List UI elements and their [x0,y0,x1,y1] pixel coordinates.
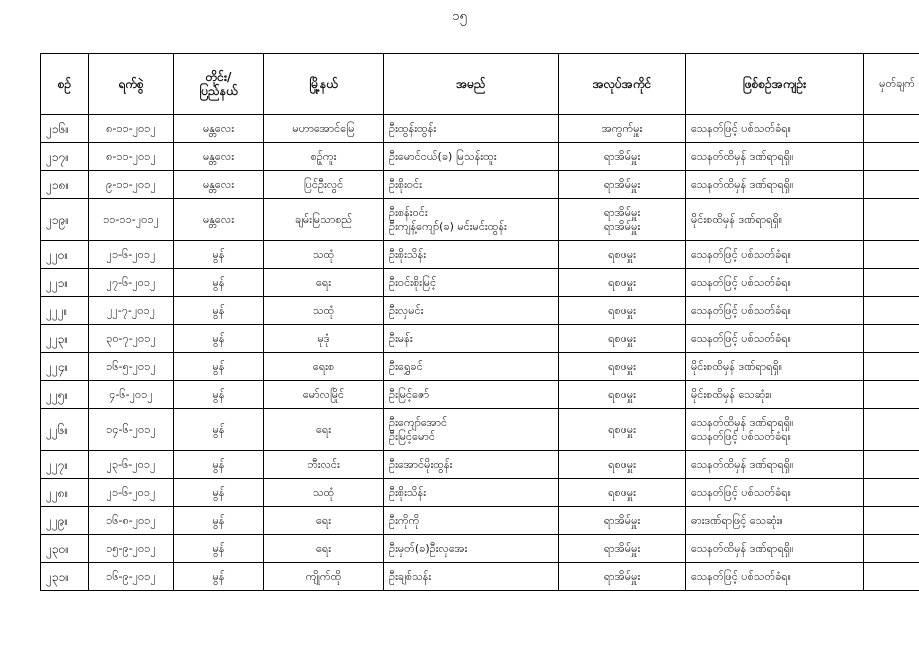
row-occupation-cell [559,171,686,199]
row-outcome-cell [686,199,864,241]
row-township: သထုံ [264,297,384,325]
row-outcome-cell [686,563,864,591]
row-date: ၂၁-၆-၂၀၁၂ [89,241,174,269]
table-row [41,143,919,171]
row-number: ၂၃၀။ [41,535,89,563]
row-remarks [864,535,919,563]
row-township: ရေးစ [264,353,384,381]
row-outcome-cell [686,451,864,479]
row-date: ၁၆-၉-၂၀၁၂ [89,563,174,591]
header-region-line-2: ပြည်နယ် [199,84,238,98]
header-row [41,54,919,115]
table-row [41,115,919,143]
table-row [41,563,919,591]
table-row [41,171,919,199]
row-occupation-cell [559,409,686,451]
row-outcome: သေနတ်ထိမှန် ဒဏ်ရာရရှိ။ [691,415,794,429]
row-outcome: မိုင်းစထိမှန် ဒဏ်ရာရရှိ။ [691,212,783,226]
row-outcome: သေနတ်ဖြင့် ပစ်သတ်ခံရ။ [691,429,791,443]
row-number: ၂၂၉။ [41,507,89,535]
table-row [41,297,919,325]
row-remarks [864,143,919,171]
row-outcome: သေနတ်ဖြင့် ပစ်သတ်ခံရ။ [691,121,791,135]
row-occupation: ရစဖမှူး [608,387,636,401]
row-township: ရေး [264,535,384,563]
row-occupation: ရစဖမှူး [608,303,636,317]
row-occupation-cell [559,507,686,535]
row-occupation-cell [559,353,686,381]
row-township: သထုံ [264,479,384,507]
row-number: ၂၂၂။ [41,297,89,325]
row-occupation-cell [559,479,686,507]
row-remarks [864,479,919,507]
row-occupation: ရာအိမ်မှူး [603,177,641,191]
row-township: ရေး [264,409,384,451]
row-outcome-cell [686,171,864,199]
header-date: ရက်စွဲ [89,54,174,115]
row-outcome-cell [686,381,864,409]
row-outcome-cell [686,535,864,563]
row-outcome-cell [686,409,864,451]
row-region: မွန် [174,451,264,479]
row-outcome: သေနတ်ထိမှန် ဒဏ်ရာရရှိ။ [691,457,794,471]
row-name-cell [384,115,559,143]
row-region: မွန် [174,353,264,381]
row-name-cell [384,171,559,199]
row-remarks [864,171,919,199]
header-township: မြို့နယ် [264,54,384,115]
row-occupation: ရစဖမှူး [608,275,636,289]
header-no: စဉ် [41,54,89,115]
row-number: ၂၂၄။ [41,353,89,381]
row-region: မန္တလေး [174,143,264,171]
table-row [41,409,919,451]
row-name-cell [384,241,559,269]
row-outcome: သေနတ်ဖြင့် ပစ်သတ်ခံရ။ [691,303,791,317]
row-date: ၉-၁၁-၂၀၁၂ [89,171,174,199]
row-outcome-cell [686,269,864,297]
row-outcome-cell [686,507,864,535]
row-date: ၈-၁၁-၂၀၁၂ [89,115,174,143]
row-remarks [864,409,919,451]
row-region: မွန် [174,297,264,325]
row-number: ၂၂၀။ [41,241,89,269]
row-date: ၄-၆-၂၀၁၂ [89,381,174,409]
row-number: ၂၁၈။ [41,171,89,199]
row-name: ဦးမြင့်မောင် [389,429,436,443]
row-occupation-cell [559,269,686,297]
row-occupation-cell [559,535,686,563]
row-occupation: ရာအိမ်မှူး [603,149,641,163]
row-outcome: သေနတ်ဖြင့် ပစ်သတ်ခံရ။ [691,331,791,345]
row-occupation-cell [559,451,686,479]
row-outcome-cell [686,241,864,269]
row-occupation: ရစဖမှူး [608,359,636,373]
row-name-cell [384,199,559,241]
row-name-cell [384,479,559,507]
row-number: ၂၂၇။ [41,451,89,479]
row-township: မုဒုံ [264,325,384,353]
table-row [41,325,919,353]
row-occupation: ရာအိမ်မှူး [603,513,641,527]
row-remarks [864,451,919,479]
row-date: ၂၂-၇-၂၀၁၂ [89,297,174,325]
row-name-cell [384,269,559,297]
table-row [41,381,919,409]
row-name: ဦးကျန့်ကျော်(ခ) မင်းမင်းထွန်း [389,219,507,233]
row-occupation: ရာအိမ်မှူး [603,569,641,583]
row-name-cell [384,325,559,353]
row-occupation: ရာအိမ်မှူး [603,205,641,219]
row-occupation-cell [559,297,686,325]
table-row [41,269,919,297]
row-name: ဦးစိုးဝင်း [389,177,422,191]
row-name-cell [384,353,559,381]
table-row [41,479,919,507]
row-occupation-cell [559,199,686,241]
row-occupation: ရစဖမှူး [608,247,636,261]
row-remarks [864,353,919,381]
row-name: ဦးစိုးသိန်း [389,485,426,499]
table-body [41,115,919,591]
row-occupation-cell [559,143,686,171]
table-row [41,353,919,381]
row-outcome: သေနတ်ဖြင့် ပစ်သတ်ခံရ။ [691,247,791,261]
row-date: ၁၁-၁၁-၂၀၁၂ [89,199,174,241]
row-remarks [864,297,919,325]
row-region: မွန် [174,381,264,409]
row-occupation: ရာအိမ်မှူး [603,541,641,555]
row-occupation: ရစဖမှူး [608,331,636,345]
row-name: ဦးမန်း [389,331,413,345]
table-row [41,507,919,535]
row-region: မွန် [174,479,264,507]
header-outcome: ဖြစ်စဉ်အကျဉ်း [686,54,864,115]
row-occupation: အကွက်မှူး [601,121,643,135]
row-name-cell [384,409,559,451]
row-name: ဦးမောင်ငယ်(ခ) မြသန်းထူး [389,149,497,163]
row-remarks [864,115,919,143]
row-region: မွန် [174,507,264,535]
row-number: ၂၂၁။ [41,269,89,297]
row-name-cell [384,535,559,563]
row-occupation: ရစဖမှူး [608,485,636,499]
row-outcome: သေနတ်ဖြင့် ပစ်သတ်ခံရ။ [691,569,791,583]
row-name: ဦးရွှေခင် [389,359,423,373]
table-row [41,241,919,269]
row-occupation-cell [559,381,686,409]
row-number: ၂၁၉။ [41,199,89,241]
row-township: သထုံ [264,241,384,269]
row-region: မွန် [174,269,264,297]
row-township: စဉ့်ကူး [264,143,384,171]
row-remarks [864,507,919,535]
row-date: ၈-၁၁-၂၀၁၂ [89,143,174,171]
row-name: ဦးလှမင်း [389,303,424,317]
row-number: ၂၂၈။ [41,479,89,507]
row-occupation: ရစဖမှူး [608,422,636,436]
row-name: ဦးစန်းဝင်း [389,205,428,219]
row-outcome: သေနတ်ထိမှန် ဒဏ်ရာရရှိ။ [691,177,794,191]
row-region: မွန် [174,241,264,269]
row-date: ၁၄-၆-၂၀၁၂ [89,409,174,451]
row-region: မွန် [174,325,264,353]
row-date: ၃၀-၇-၂၀၁၂ [89,325,174,353]
header-region-line-1: တိုင်း/ [205,70,232,84]
row-date: ၁၆-၅-၂၀၁၂ [89,353,174,381]
row-name-cell [384,143,559,171]
row-occupation-cell [559,115,686,143]
row-outcome: သေနတ်ထိမှန် ဒဏ်ရာရရှိ။ [691,541,794,555]
row-township: ရေး [264,507,384,535]
row-remarks [864,199,919,241]
table-row [41,451,919,479]
row-name: ဦးကျော်အောင် [389,415,448,429]
row-occupation: ရစဖမှူး [608,457,636,471]
header-remarks: မှတ်ချက် [864,54,919,115]
row-name: ဦးချစ်သန်း [389,569,432,583]
row-outcome: မိုင်းစထိမှန် ဒဏ်ရာရရှိ။ [691,359,783,373]
row-name-cell [384,297,559,325]
row-remarks [864,241,919,269]
page-number: ၁၅ [452,9,467,24]
header-region [174,54,264,115]
row-township: ကျိုက်ထို [264,563,384,591]
row-remarks [864,269,919,297]
row-township: မဟာအောင်မြေ [264,115,384,143]
row-name: ဦးကိုကို [389,513,420,527]
row-number: ၂၁၆။ [41,115,89,143]
row-outcome-cell [686,143,864,171]
row-date: ၂၃-၆-၂၀၁၂ [89,451,174,479]
row-date: ၂၁-၆-၂၀၁၂ [89,479,174,507]
row-name: ဦးဝင်းစိုးမြင့် [389,275,437,289]
row-remarks [864,325,919,353]
row-number: ၂၁၇။ [41,143,89,171]
row-region: မွန် [174,535,264,563]
row-number: ၂၃၁။ [41,563,89,591]
row-township: ချမ်းမြသာစည် [264,199,384,241]
row-township: ရေး [264,269,384,297]
row-name: ဦးမြင့်ဇော် [389,387,430,401]
incident-table [40,53,919,591]
row-region: မန္တလေး [174,199,264,241]
header-occupation: အလုပ်အကိုင် [559,54,686,115]
row-occupation-cell [559,563,686,591]
row-township: ဘီးလင်း [264,451,384,479]
row-name-cell [384,507,559,535]
row-name: ဦးထွန်းထွန်း [389,121,437,135]
row-name: ဦးစိုးသိန်း [389,247,426,261]
row-remarks [864,563,919,591]
row-name-cell [384,451,559,479]
row-date: ၁၅-၉-၂၀၁၂ [89,535,174,563]
row-name-cell [384,381,559,409]
row-occupation-cell [559,325,686,353]
row-date: ၁၆-၈-၂၀၁၂ [89,507,174,535]
row-outcome-cell [686,115,864,143]
row-name: ဦးမှတ်(ခ)ဦးလှအေး [389,541,468,555]
row-outcome-cell [686,353,864,381]
row-outcome: သေနတ်ထိမှန် ဒဏ်ရာရရှိ။ [691,149,794,163]
row-region: မန္တလေး [174,115,264,143]
row-outcome: မိုင်းစထိမှန် သေဆုံး။ [691,387,772,401]
row-region: မန္တလေး [174,171,264,199]
row-township: မော်လမြိုင် [264,381,384,409]
row-outcome-cell [686,479,864,507]
row-name: ဦးအောင်မိုးထွန်း [389,457,453,471]
row-occupation-cell [559,241,686,269]
row-region: မွန် [174,409,264,451]
row-name-cell [384,563,559,591]
row-number: ၂၂၅။ [41,381,89,409]
row-date: ၂၇-၆-၂၀၁၂ [89,269,174,297]
row-number: ၂၂၃။ [41,325,89,353]
header-name: အမည် [384,54,559,115]
row-township: ပြင်ဦးလွင် [264,171,384,199]
row-outcome-cell [686,297,864,325]
row-outcome: ဓားဒဏ်ရာဖြင့် သေဆုံး။ [691,513,783,527]
row-outcome: သေနတ်ဖြင့် ပစ်သတ်ခံရ။ [691,275,791,289]
row-outcome-cell [686,325,864,353]
row-remarks [864,381,919,409]
row-number: ၂၂၆။ [41,409,89,451]
table-row [41,199,919,241]
row-region: မွန် [174,563,264,591]
table-row [41,535,919,563]
row-occupation: ရာအိမ်မှူး [603,219,641,233]
row-outcome: သေနတ်ဖြင့် ပစ်သတ်ခံရ။ [691,485,791,499]
